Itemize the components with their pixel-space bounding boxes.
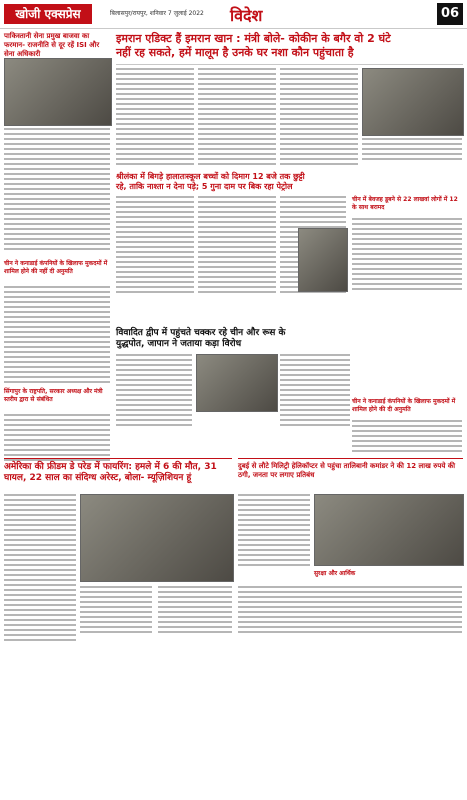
main-story — [116, 32, 463, 60]
america-story — [4, 462, 232, 484]
masthead — [0, 0, 467, 29]
srilanka-story — [116, 172, 463, 192]
america-body-col1 — [4, 494, 76, 644]
masthead-logo: खोजी एक्सप्रेस — [4, 4, 92, 24]
divider — [116, 64, 463, 65]
controversy-headline-2: युद्धपोत, जापान ने जताया कड़ा विरोध — [116, 339, 242, 349]
dateline: बिलासपुर/रायपुर, शनिवार 7 जुलाई 2022 — [110, 10, 204, 17]
america-body-col2 — [80, 586, 152, 636]
main-body-col4 — [362, 138, 462, 163]
sidebar-left-body — [4, 414, 110, 464]
parade-photo — [80, 494, 234, 582]
warship-photo — [196, 354, 278, 412]
main-headline-2: नहीं रह सकते, हमें मालूम है उनके घर नशा कौन पहुंचाता है — [116, 46, 354, 59]
dubai-rule — [238, 458, 463, 459]
controversy-story — [116, 328, 352, 350]
helicopter-photo — [314, 494, 464, 566]
section-title: विदेश — [230, 6, 263, 25]
dubai-sub — [314, 570, 462, 578]
main-body-col2 — [198, 68, 276, 168]
sidebar-left-headline: सिंगापुर के राष्ट्रपति, सरकार अध्यक्ष और मंत्री स्तरीय द्वारा से संबंधित — [4, 388, 103, 403]
dubai-story — [238, 462, 463, 480]
left-top-story — [4, 32, 110, 59]
china-box-story — [352, 196, 462, 212]
controversy-body-col1 — [116, 354, 192, 429]
left-mid-body — [4, 286, 110, 386]
dubai-body-col1 — [238, 494, 310, 569]
army-chief-photo — [4, 58, 112, 126]
left-top-headline: पाकिस्तानी सेना प्रमुख बाजवा का फरमान- राजनीति से दूर रहें ISI और सेना अधिकारी — [4, 32, 100, 58]
dubai-headline: दुबई से लौटे मिलिट्री हेलिकॉप्टर से पहुंचा तालिबानी कमांडर ने की 12 लाख रुपये की ठगी, जनता पर लगाए प्रतिबंध — [238, 462, 456, 479]
srilanka-photo — [298, 228, 348, 292]
left-top-body — [4, 128, 110, 253]
right-mid-headline: चीन ने कनाडाई कंपनियों के खिलाफ मुकदमों में शामिल होने की दी अनुमति — [352, 398, 456, 413]
right-mid-story — [352, 398, 462, 414]
srilanka-headline-2: रहे, ताकि नाश्ता न देना पड़े; 5 गुना दाम पर बिक रहा पेट्रोल — [116, 182, 293, 191]
sidebar-left-story — [4, 388, 110, 404]
srilanka-body-col1 — [116, 196, 194, 296]
srilanka-body-col2 — [198, 196, 276, 296]
page-number: 06 — [437, 3, 463, 25]
china-box-body — [352, 218, 462, 293]
america-body-col3 — [158, 586, 232, 636]
china-box-headline: चीन में बेवजह डूबने से 22 लाखवां लोगों में 12 के साथ बरामद — [352, 196, 458, 211]
controversy-headline-1: विवादित द्वीप में पहुंचते चक्कर रहे चीन और रूस के — [116, 328, 286, 338]
america-rule — [4, 458, 232, 459]
right-mid-body — [352, 420, 462, 455]
imran-khan-photo — [362, 68, 464, 136]
srilanka-headline-1: श्रीलंका में बिगड़े हालातःस्कूल बच्चों को दिमाग 12 बजे तक छुट्टी — [116, 172, 305, 181]
controversy-body-col3 — [280, 354, 350, 429]
america-headline-2: घायल, 22 साल का संदिग्ध अरेस्ट, बोला- म्यूज़िशियन हूं — [4, 473, 192, 483]
main-headline-1: इमरान एडिक्ट हैं इमरान खान : मंत्री बोले- कोकीन के बगैर वो 2 घंटे — [116, 32, 391, 45]
left-mid-story — [4, 260, 110, 276]
main-body-col3 — [280, 68, 358, 168]
america-headline-1: अमेरिका की फ्रीडम डे परेड में फायरिंग: हमले में 6 की मौत, 31 — [4, 462, 217, 472]
dubai-subhead: सुरक्षा और आर्थिक — [314, 570, 356, 577]
left-mid-headline: चीन ने कनाडाई कंपनियों के खिलाफ मुकदमों में शामिल होने की नहीं दी अनुमति — [4, 260, 108, 275]
dubai-body-col2 — [238, 586, 462, 636]
main-body-col1 — [116, 68, 194, 168]
